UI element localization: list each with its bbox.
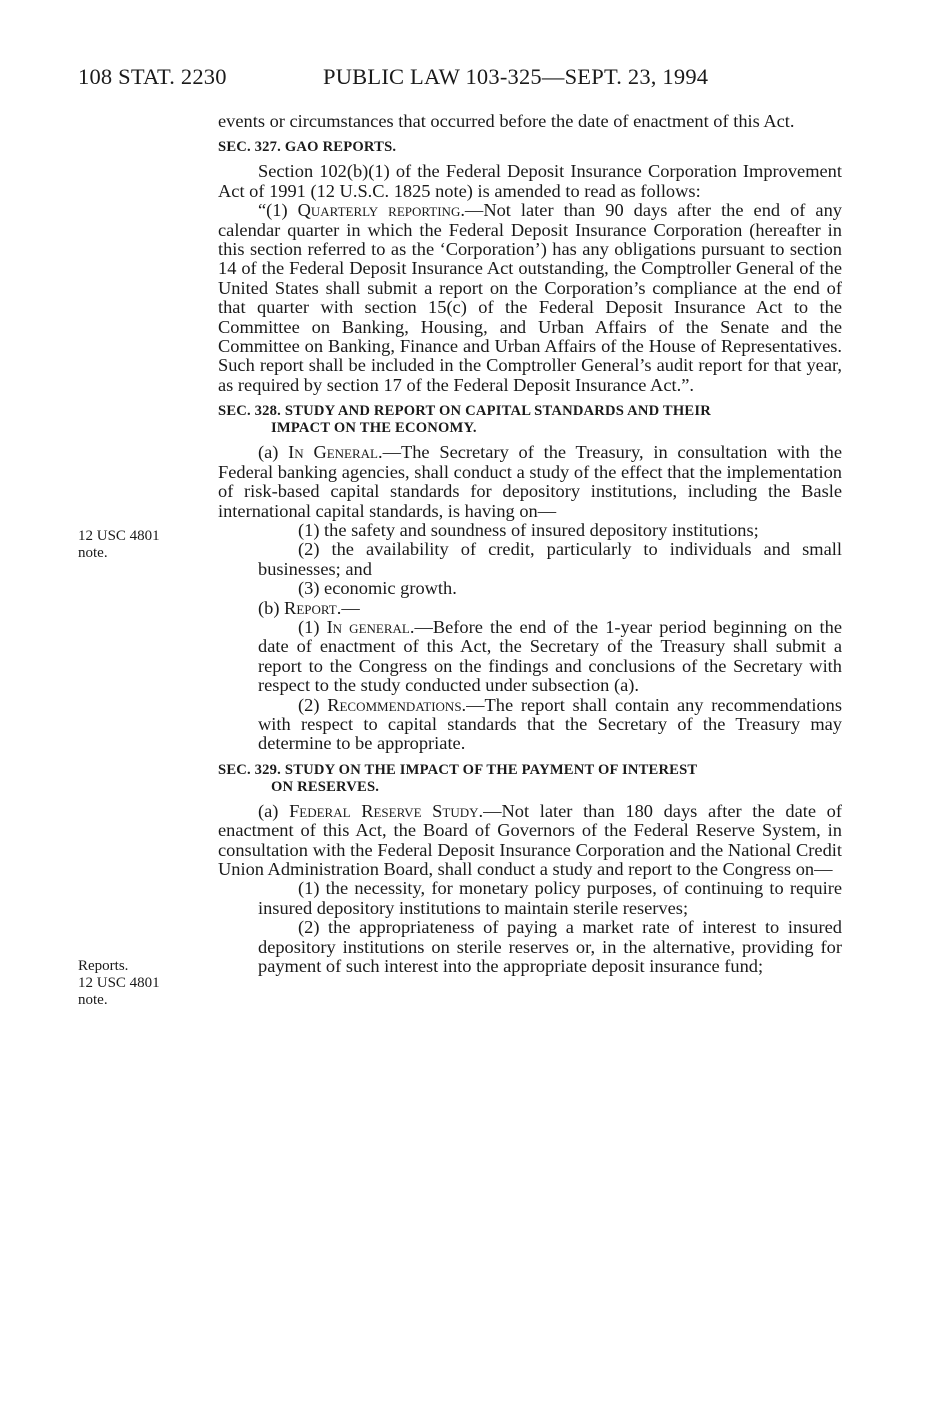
a2-text: (2) the availability of credit, particularly to individuals and small businesses; and <box>258 539 842 579</box>
continued-paragraph: events or circumstances that occurred before the date of enactment of this Act. <box>218 111 795 131</box>
section-328-b2 <box>218 696 842 754</box>
page-reference: 108 STAT. 2230 <box>78 64 227 89</box>
section-327-text: Section 102(b)(1) of the Federal Deposit Insurance Corporation Improvement Act of 1991 (12 U.S.C. 1825 note) is amended to read as follows: <box>218 161 842 201</box>
section-329-heading-line1: SEC. 329. STUDY ON THE IMPACT OF THE PAYMENT OF INTEREST <box>218 761 698 778</box>
margin-note-sec328: 12 USC 4801 note. <box>78 528 160 561</box>
quarterly-reporting-heading: Quarterly reporting <box>297 200 461 221</box>
b1-lead: (1) <box>298 616 327 637</box>
report-heading: Report <box>284 597 337 618</box>
section-329-heading <box>218 762 842 796</box>
section-328-heading-line1: SEC. 328. STUDY AND REPORT ON CAPITAL STANDARDS AND THEIR <box>218 403 711 420</box>
section-328-a2 <box>218 540 842 579</box>
a3-text: (3) economic growth. <box>298 578 457 599</box>
section-328-heading-line2: IMPACT ON THE ECONOMY. <box>271 420 477 437</box>
b1-heading: In general <box>326 616 410 637</box>
quote-lead: “(1) <box>258 200 298 221</box>
running-title: PUBLIC LAW 103-325—SEPT. 23, 1994 <box>323 64 709 89</box>
section-328-b1 <box>218 618 842 696</box>
in-general-heading: In General <box>288 442 378 463</box>
section-327-quarterly-reporting <box>218 201 842 395</box>
margin-note-sec329: Reports. 12 USC 4801 note. <box>78 958 160 1008</box>
section-329-a2 <box>218 918 842 976</box>
s329-a2-text: (2) the appropriateness of paying a market rate of interest to insured depository institutions on sterile reserves or, in the alternative, providing for payment of such interest into the appropriate deposit insurance fund; <box>258 917 842 977</box>
subsection-a-lead: (a) <box>258 442 289 463</box>
section-328-a3 <box>218 579 842 598</box>
section-328-a1 <box>218 521 842 540</box>
subsection-a-text: .—The Secretary of the Treasury, in consultation with the Federal banking agencies, shall conduct a study of the effect that the implementation of risk-based capital standards for depository institutions, including the Basle international capital standards, is having on— <box>218 442 842 521</box>
section-329-heading-line2: ON RESERVES. <box>271 778 380 795</box>
section-327-heading: SEC. 327. GAO REPORTS. <box>218 139 397 156</box>
subsection-b-text: .— <box>336 597 360 618</box>
body-text <box>218 112 842 976</box>
a1-text: (1) the safety and soundness of insured depository institutions; <box>298 519 759 540</box>
b2-heading: Recommendations <box>327 694 462 715</box>
s329-a-text: .—Not later than 180 days after the date of enactment of this Act, the Board of Governors of the Federal Reserve System, in consultation with the Federal Deposit Insurance Corporation and the National Credit Union Administration Board, shall conduct a study and report to the Congress on— <box>218 800 842 879</box>
section-328-subsection-a <box>218 443 842 521</box>
subsection-b-lead: (b) <box>258 597 285 618</box>
s329-a1-text: (1) the necessity, for monetary policy purposes, of continuing to require insured depository institutions to maintain sterile reserves; <box>258 878 842 918</box>
b2-text: .—The report shall contain any recommendations with respect to capital standards that the Secretary of the Treasury may determine to be appropriate. <box>258 694 843 754</box>
s329-a-lead: (a) <box>258 800 290 821</box>
federal-reserve-study-heading: Federal Reserve Study <box>289 800 479 821</box>
section-328-heading <box>218 403 842 437</box>
section-329-a1 <box>218 879 842 918</box>
quarterly-reporting-text: .—Not later than 90 days after the end of any calendar quarter in which the Federal Deposit Insurance Corporation (hereafter in this section referred to as the ‘Corporation’) has any obligations pursuant to section 14 of the Federal Deposit Insurance Act outstanding, the Comptroller General of the United States shall submit a report on the Corporation’s compliance at the end of that quarter with section 15(c) of the Federal Deposit Insurance Act to the Committee on Banking, Housing, and Urban Affairs of the Senate and the Committee on Banking, Finance and Urban Affairs of the House of Representatives. Such report shall be included in the Comptroller General’s audit report for that year, as required by section 17 of the Federal Deposit Insurance Act.”. <box>218 200 842 395</box>
section-328-subsection-b <box>218 599 842 618</box>
b1-text: .—Before the end of the 1-year period beginning on the date of enactment of this Act, the Secretary of the Treasury shall submit a report to the Congress on the findings and conclusions of the Secretary with respect to the study conducted under subsection (a). <box>258 616 842 696</box>
section-329-subsection-a <box>218 802 842 880</box>
b2-lead: (2) <box>298 694 328 715</box>
